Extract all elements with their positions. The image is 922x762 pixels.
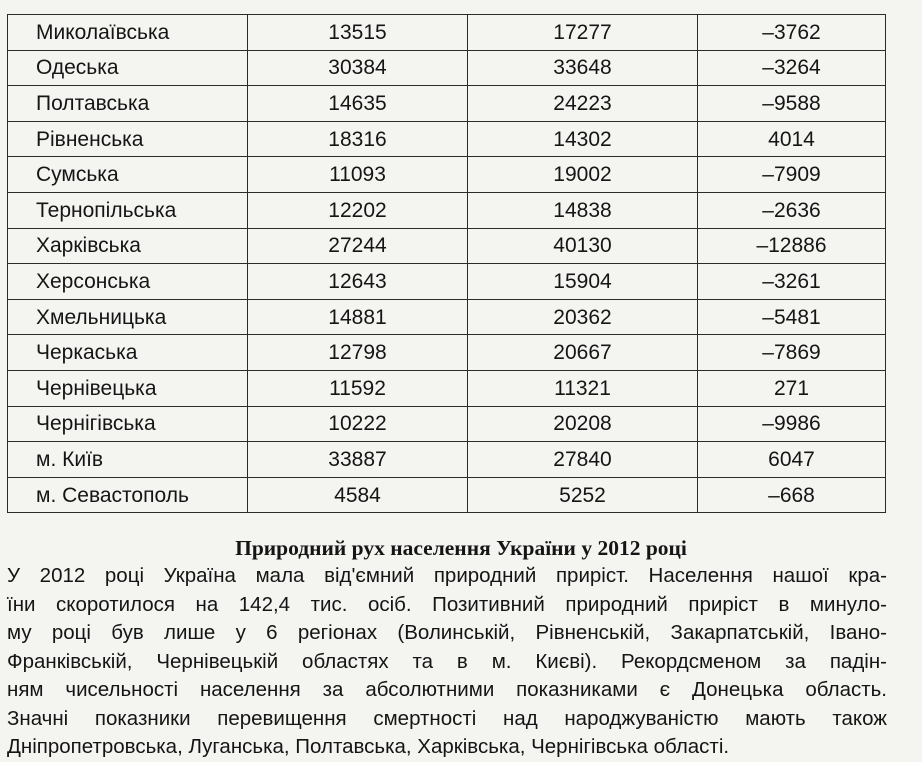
value-cell-1: 10222: [248, 406, 468, 442]
value-cell-1: 12643: [248, 264, 468, 300]
value-cell-3: –9588: [698, 86, 886, 122]
value-cell-3: 271: [698, 370, 886, 406]
value-cell-2: 11321: [468, 370, 698, 406]
paragraph-line: їни скоротилося на 142,4 тис. осіб. Позитивний природний приріст в минуло-: [7, 592, 887, 616]
value-cell-1: 12202: [248, 192, 468, 228]
table-row: [8, 406, 886, 442]
value-cell-2: 40130: [468, 228, 698, 264]
section-paragraph: [7, 562, 887, 762]
table-row: [8, 370, 886, 406]
value-cell-2: 17277: [468, 15, 698, 51]
paragraph-line: Франківській, Чернівецькій областях та в м. Києві). Рекордсменом за падін-: [7, 649, 887, 673]
table-row: [8, 477, 886, 513]
region-name-cell: Тернопільська: [8, 192, 248, 228]
value-cell-1: 30384: [248, 50, 468, 86]
paragraph-line: У 2012 році Україна мала від'ємний природний приріст. Населення нашої кра-: [7, 564, 887, 587]
value-cell-3: –7909: [698, 157, 886, 193]
table-row: [8, 157, 886, 193]
value-cell-2: 20362: [468, 299, 698, 335]
table-body: [8, 15, 886, 513]
value-cell-3: –9986: [698, 406, 886, 442]
table-row: [8, 299, 886, 335]
value-cell-3: 6047: [698, 442, 886, 478]
value-cell-2: 27840: [468, 442, 698, 478]
value-cell-2: 19002: [468, 157, 698, 193]
paragraph-line: Значні показники перевищення смертності над народжуваністю мають також: [7, 706, 887, 730]
paragraph-line: ням чисельності населення за абсолютними показниками є Донецька область.: [7, 678, 887, 701]
region-name-cell: Сумська: [8, 157, 248, 193]
region-name-cell: Миколаївська: [8, 15, 248, 51]
value-cell-2: 33648: [468, 50, 698, 86]
value-cell-3: –3264: [698, 50, 886, 86]
value-cell-2: 24223: [468, 86, 698, 122]
region-name-cell: Чернігівська: [8, 406, 248, 442]
value-cell-2: 5252: [468, 477, 698, 513]
region-name-cell: Хмельницька: [8, 299, 248, 335]
table-row: [8, 50, 886, 86]
table-row: [8, 335, 886, 371]
table-row: [8, 15, 886, 51]
value-cell-1: 14635: [248, 86, 468, 122]
value-cell-3: –2636: [698, 192, 886, 228]
table-row: [8, 442, 886, 478]
value-cell-3: –7869: [698, 335, 886, 371]
section-title: Природний рух населення України у 2012 році: [235, 536, 687, 560]
paragraph-line: Дніпропетровська, Луганська, Полтавська, Харківська, Чернігівська області.: [7, 735, 730, 758]
region-name-cell: м. Київ: [8, 442, 248, 478]
region-name-cell: Харківська: [8, 228, 248, 264]
table-row: [8, 264, 886, 300]
value-cell-1: 33887: [248, 442, 468, 478]
value-cell-3: 4014: [698, 121, 886, 157]
value-cell-3: –12886: [698, 228, 886, 264]
value-cell-2: 14838: [468, 192, 698, 228]
value-cell-2: 15904: [468, 264, 698, 300]
table-row: [8, 86, 886, 122]
value-cell-3: –3261: [698, 264, 886, 300]
region-name-cell: Полтавська: [8, 86, 248, 122]
region-name-cell: Рівненська: [8, 121, 248, 157]
value-cell-1: 18316: [248, 121, 468, 157]
region-name-cell: м. Севастополь: [8, 477, 248, 513]
table-row: [8, 192, 886, 228]
table-row: [8, 228, 886, 264]
value-cell-3: –3762: [698, 15, 886, 51]
value-cell-1: 13515: [248, 15, 468, 51]
value-cell-2: 14302: [468, 121, 698, 157]
paragraph-line: му році був лише у 6 регіонах (Волинській, Рівненській, Закарпатській, Івано-: [7, 621, 887, 644]
value-cell-1: 11093: [248, 157, 468, 193]
value-cell-1: 14881: [248, 299, 468, 335]
value-cell-1: 12798: [248, 335, 468, 371]
value-cell-2: 20667: [468, 335, 698, 371]
value-cell-1: 4584: [248, 477, 468, 513]
population-table: [7, 14, 886, 513]
value-cell-1: 11592: [248, 370, 468, 406]
value-cell-3: –5481: [698, 299, 886, 335]
value-cell-1: 27244: [248, 228, 468, 264]
region-name-cell: Чернівецька: [8, 370, 248, 406]
region-name-cell: Черкаська: [8, 335, 248, 371]
region-name-cell: Херсонська: [8, 264, 248, 300]
table-row: [8, 121, 886, 157]
value-cell-3: –668: [698, 477, 886, 513]
value-cell-2: 20208: [468, 406, 698, 442]
region-name-cell: Одеська: [8, 50, 248, 86]
